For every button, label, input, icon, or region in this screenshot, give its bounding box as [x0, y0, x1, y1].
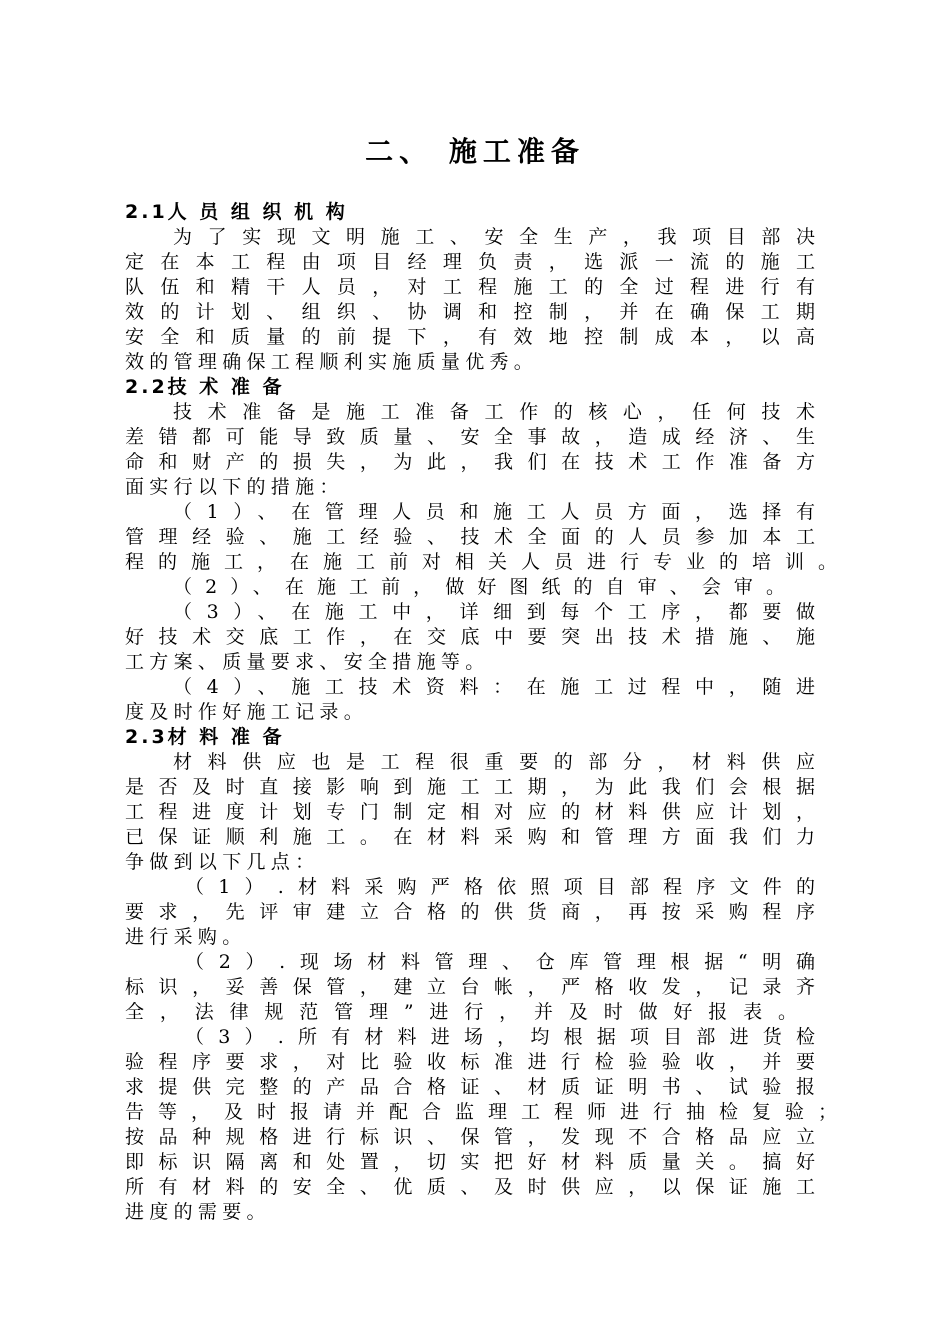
paragraph-line: 管理经验、施工经验、技术全面的人员参加本工	[125, 526, 815, 548]
paragraph-line: 材料供应也是工程很重要的部分，材料供应	[173, 751, 815, 773]
paragraph-line: 进行采购。	[125, 926, 247, 948]
paragraph-line: 工程进度计划专门制定相对应的材料供应计划，	[125, 801, 815, 823]
paragraph-line: 定在本工程由项目经理负责，选派一流的施工	[125, 251, 815, 273]
paragraph-line: 是否及时直接影响到施工工期，为此我们会根据	[125, 776, 815, 798]
paragraph-line: 效的计划、组织、协调和控制，并在确保工期	[125, 301, 815, 323]
paragraph-line: （1）、在管理人员和施工人员方面，选择有	[173, 501, 815, 523]
section-heading-2-3: 2.3材 料 准 备	[125, 726, 285, 748]
paragraph-line: 标识，妥善保管，建立台帐，严格收发，记录齐	[125, 976, 815, 998]
paragraph-line: 求提供完整的产品合格证、材质证明书、试验报	[125, 1076, 815, 1098]
paragraph-line: （3）.所有材料进场，均根据项目部进货检	[185, 1026, 815, 1048]
paragraph-line: 争做到以下几点：	[125, 851, 320, 873]
paragraph-line: 程的施工，在施工前对相关人员进行专业的培训。	[125, 551, 837, 573]
paragraph-line: 安全和质量的前提下，有效地控制成本，以高	[125, 326, 815, 348]
paragraph-line: 进度的需要。	[125, 1201, 271, 1223]
paragraph-line: 所有材料的安全、优质、及时供应，以保证施工	[125, 1176, 815, 1198]
paragraph-line: （1）.材料采购严格依照项目部程序文件的	[185, 876, 815, 898]
paragraph-line: （4）、施工技术资料：在施工过程中，随进	[173, 676, 815, 698]
page-title: 二、 施工准备	[365, 135, 585, 168]
paragraph-line: 按品种规格进行标识、保管，发现不合格品应立	[125, 1126, 815, 1148]
paragraph-line: 工方案、质量要求、安全措施等。	[125, 651, 490, 673]
section-heading-2-2: 2.2技 术 准 备	[125, 376, 285, 398]
section-heading-2-1: 2.1人 员 组 织 机 构	[125, 201, 348, 223]
paragraph-line: 队伍和精干人员，对工程施工的全过程进行有	[125, 276, 815, 298]
paragraph-line: （3）、在施工中，详细到每个工序，都要做	[173, 601, 815, 623]
paragraph-line: 命和财产的损失，为此，我们在技术工作准备方	[125, 451, 815, 473]
paragraph-line: 即标识隔离和处置，切实把好材料质量关。搞好	[125, 1151, 815, 1173]
paragraph-line: 已保证顺利施工。在材料采购和管理方面我们力	[125, 826, 815, 848]
paragraph-line: 技术准备是施工准备工作的核心，任何技术	[173, 401, 815, 423]
paragraph-line: 差错都可能导致质量、安全事故，造成经济、生	[125, 426, 815, 448]
paragraph-line: 要求，先评审建立合格的供货商，再按采购程序	[125, 901, 815, 923]
paragraph-line: 面实行以下的措施：	[125, 476, 344, 498]
paragraph-line: （2）、在施工前，做好图纸的自审、会审。	[173, 576, 785, 598]
paragraph-line: 好技术交底工作，在交底中要突出技术措施、施	[125, 626, 815, 648]
document-body	[125, 200, 837, 1225]
paragraph-line: （2）.现场材料管理、仓库管理根据“明确	[185, 951, 815, 973]
paragraph-line: 全，法律规范管理”进行，并及时做好报表。	[125, 1001, 797, 1023]
paragraph-line: 告等，及时报请并配合监理工程师进行抽检复验；	[125, 1101, 837, 1123]
paragraph-line: 为了实现文明施工、安全生产，我项目部决	[173, 226, 815, 248]
paragraph-line: 验程序要求，对比验收标准进行检验验收，并要	[125, 1051, 815, 1073]
paragraph-line: 度及时作好施工记录。	[125, 701, 369, 723]
paragraph-line: 效的管理确保工程顺利实施质量优秀。	[125, 351, 539, 373]
